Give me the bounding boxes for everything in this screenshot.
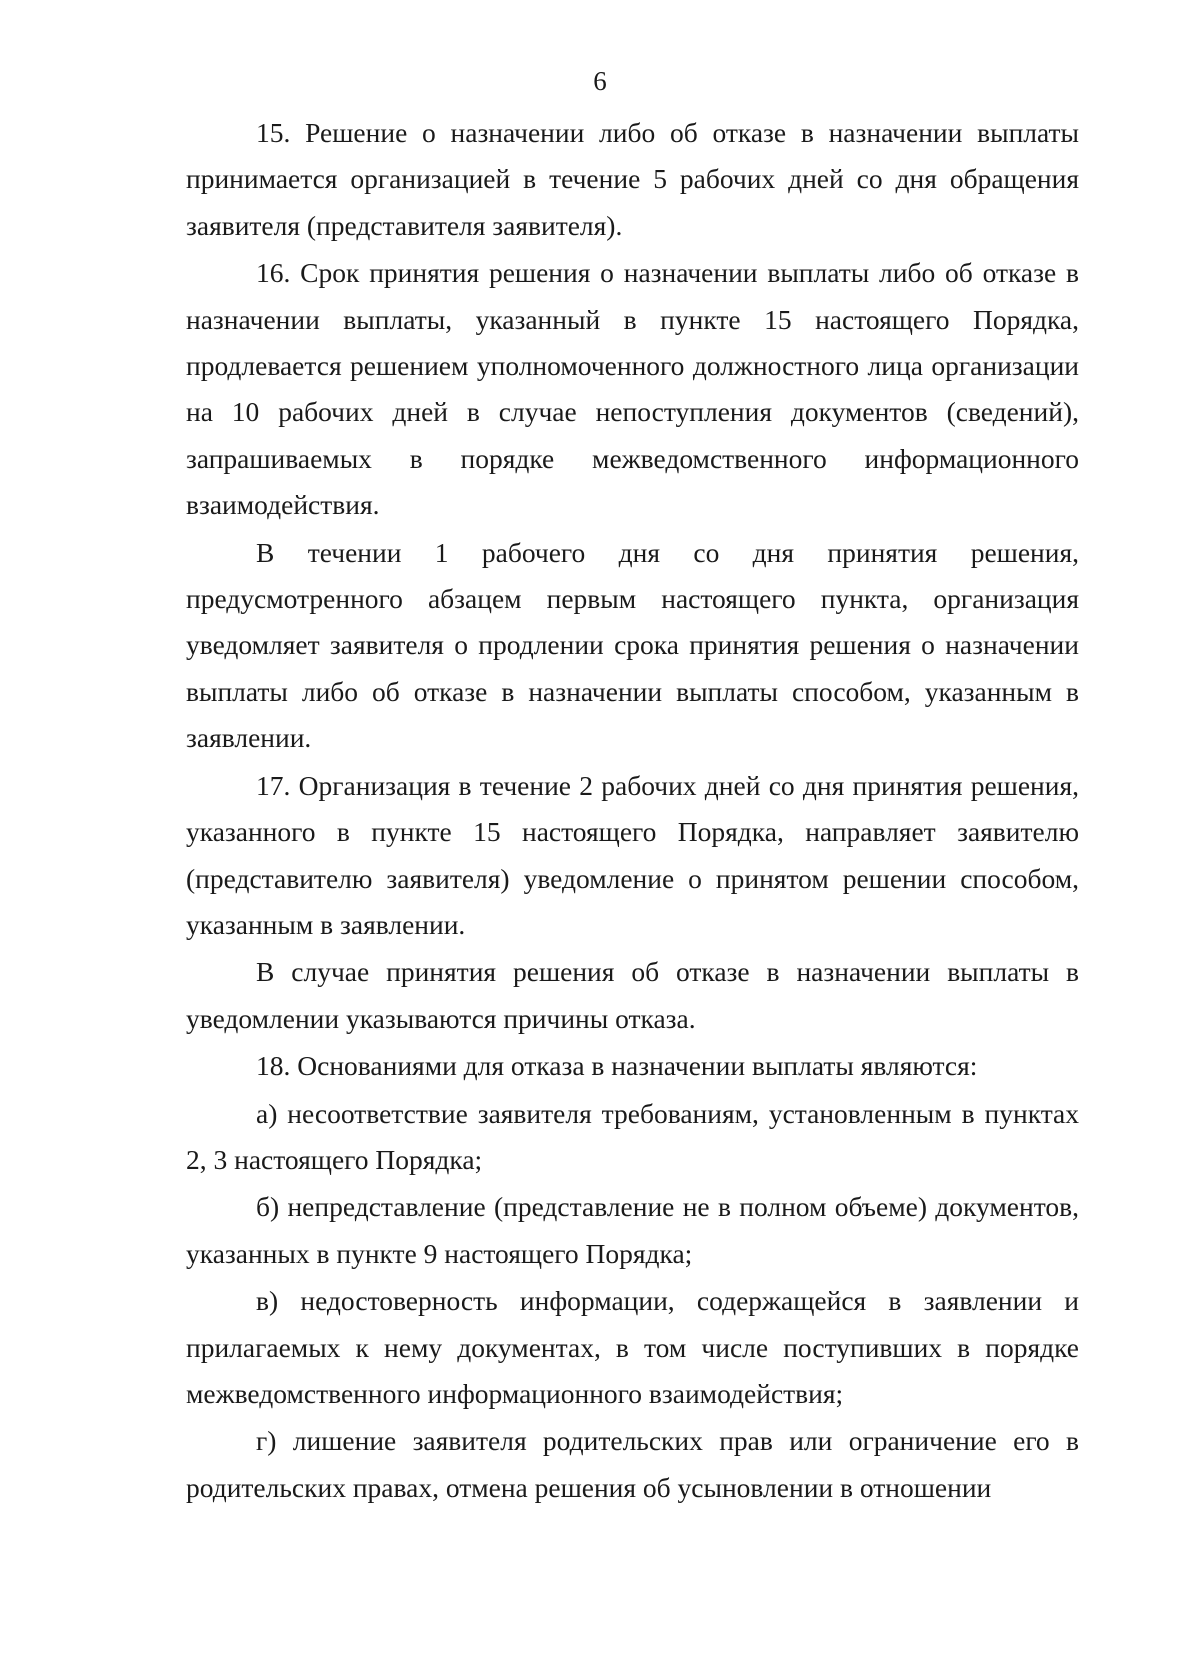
paragraph-16: 16. Срок принятия решения о назначении выплаты либо об отказе в назначении выплаты, указанный в пункте 15 настоящего Порядка, продлевается решением уполномоченного должностного лица организации на 10 рабочих дней в случае непоступления документов (сведений), запрашиваемых в порядке межведомственного информационного взаимодействия.: [186, 257, 1079, 521]
paragraph-18: 18. Основаниями для отказа в назначении выплаты являются:: [256, 1050, 978, 1082]
list-item-b: б) непредставление (представление не в полном объеме) документов, указанных в пункте 9 настоящего Порядка;: [186, 1191, 1079, 1269]
paragraph-15: 15. Решение о назначении либо об отказе в назначении выплаты принимается организацией в течение 5 рабочих дней со дня обращения заявителя (представителя заявителя).: [186, 117, 1079, 241]
paragraph-17: 17. Организация в течение 2 рабочих дней со дня принятия решения, указанного в пункте 15 настоящего Порядка, направляет заявителю (представителю заявителя) уведомление о принятом решении способом, указанным в заявлении.: [186, 769, 1079, 940]
paragraph-16-notification: В течении 1 рабочего дня со дня принятия решения, предусмотренного абзацем первым настоящего пункта, организация уведомляет заявителя о продлении срока принятия решения о назначении выплаты либо об отказе в назначении выплаты способом, указанным в заявлении.: [186, 536, 1079, 754]
list-item-a: а) несоответствие заявителя требованиям, установленным в пунктах 2, 3 настоящего Порядка;: [186, 1097, 1079, 1175]
document-body: [186, 110, 1079, 1512]
page-number: 6: [593, 66, 607, 96]
list-item-g: г) лишение заявителя родительских прав или ограничение его в родительских правах, отмена решения об усыновлении в отношении: [186, 1425, 1079, 1503]
paragraph-17-refusal-reasons: В случае принятия решения об отказе в назначении выплаты в уведомлении указываются причины отказа.: [186, 956, 1079, 1034]
list-item-v: в) недостоверность информации, содержащейся в заявлении и прилагаемых к нему документах, в том числе поступивших в порядке межведомственного информационного взаимодействия;: [186, 1285, 1079, 1409]
